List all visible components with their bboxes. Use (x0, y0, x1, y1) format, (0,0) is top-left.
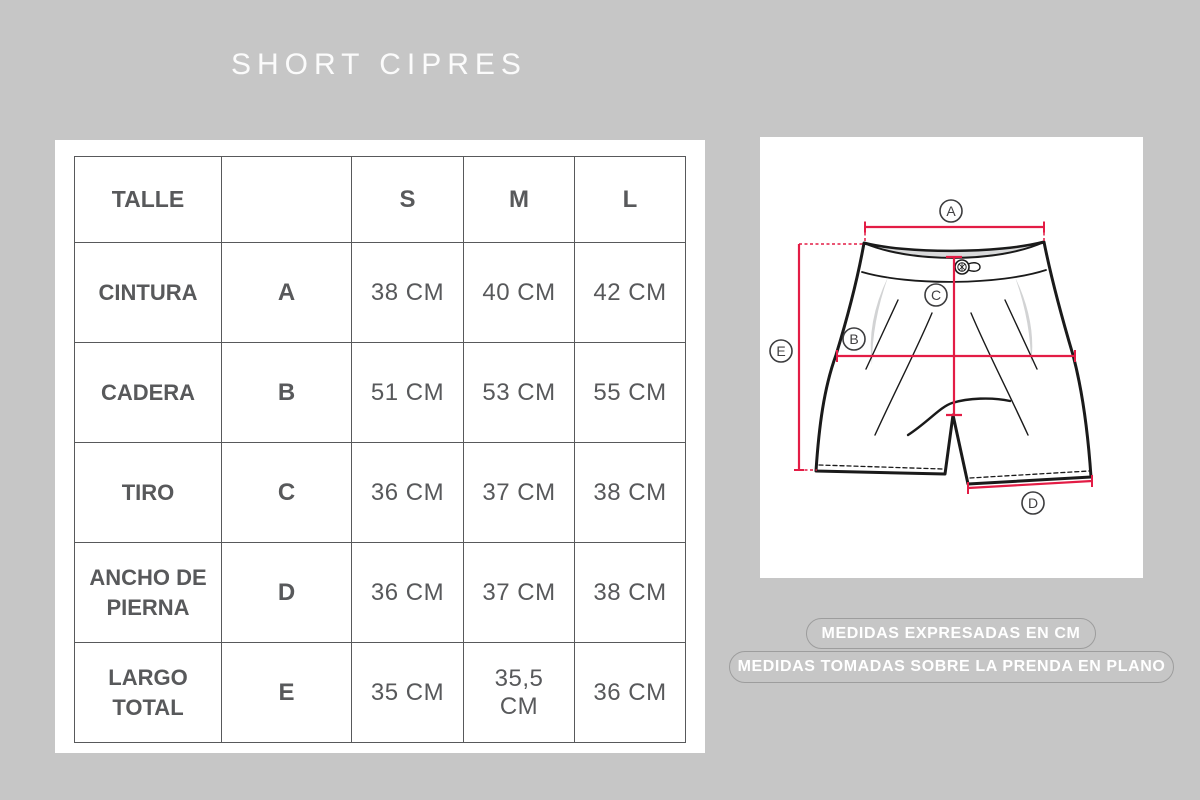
row-value-l: 42 CM (575, 243, 686, 343)
table-row-tiro (75, 443, 686, 543)
row-value-s: 35 CM (352, 643, 464, 743)
shorts-measurement-diagram (760, 137, 1143, 578)
size-table (74, 156, 686, 743)
row-value-s: 36 CM (352, 443, 464, 543)
page-title: SHORT CIPRES (231, 48, 527, 81)
marker-d (1022, 492, 1044, 514)
row-label: CADERA (75, 343, 222, 443)
header-size-m: M (464, 157, 575, 243)
row-value-s: 38 CM (352, 243, 464, 343)
row-value-m: 37 CM (464, 443, 575, 543)
row-letter: B (222, 343, 352, 443)
row-letter: A (222, 243, 352, 343)
svg-text:A: A (946, 203, 956, 219)
svg-text:D: D (1027, 495, 1039, 511)
row-value-m: 37 CM (464, 543, 575, 643)
row-value-s: 36 CM (352, 543, 464, 643)
table-row-cadera (75, 343, 686, 443)
measure-line-a (865, 222, 1044, 244)
header-size-l: L (575, 157, 686, 243)
marker-a (940, 200, 962, 222)
row-label: ANCHO DE PIERNA (75, 543, 222, 643)
row-letter: C (222, 443, 352, 543)
row-letter: D (222, 543, 352, 643)
note-badge-cm-label: MEDIDAS EXPRESADAS EN CM (821, 624, 1081, 642)
row-value-l: 38 CM (575, 443, 686, 543)
header-talle: TALLE (75, 157, 222, 243)
garment-diagram-panel (760, 137, 1143, 578)
svg-text:E: E (776, 343, 786, 359)
note-badge-cm (806, 618, 1096, 649)
row-value-m: 53 CM (464, 343, 575, 443)
table-row-largo-total (75, 643, 686, 743)
row-value-l: 38 CM (575, 543, 686, 643)
size-table-card (55, 140, 705, 753)
svg-text:B: B (849, 331, 859, 347)
row-label: CINTURA (75, 243, 222, 343)
note-badge-flat-label: MEDIDAS TOMADAS SOBRE LA PRENDA EN PLANO (737, 658, 1166, 675)
marker-c (925, 284, 947, 306)
row-value-l: 55 CM (575, 343, 686, 443)
table-header-row (75, 157, 686, 243)
row-value-m: 40 CM (464, 243, 575, 343)
marker-b (843, 328, 865, 350)
row-label: TIRO (75, 443, 222, 543)
header-size-s: S (352, 157, 464, 243)
svg-text:C: C (930, 287, 942, 303)
header-empty (222, 157, 352, 243)
row-label: LARGO TOTAL (75, 643, 222, 743)
table-row-cintura (75, 243, 686, 343)
row-value-l: 36 CM (575, 643, 686, 743)
note-badge-flat (729, 651, 1174, 683)
row-letter: E (222, 643, 352, 743)
row-value-s: 51 CM (352, 343, 464, 443)
row-value-m: 35,5 CM (464, 643, 575, 743)
marker-e (770, 340, 792, 362)
table-row-ancho-de-pierna (75, 543, 686, 643)
